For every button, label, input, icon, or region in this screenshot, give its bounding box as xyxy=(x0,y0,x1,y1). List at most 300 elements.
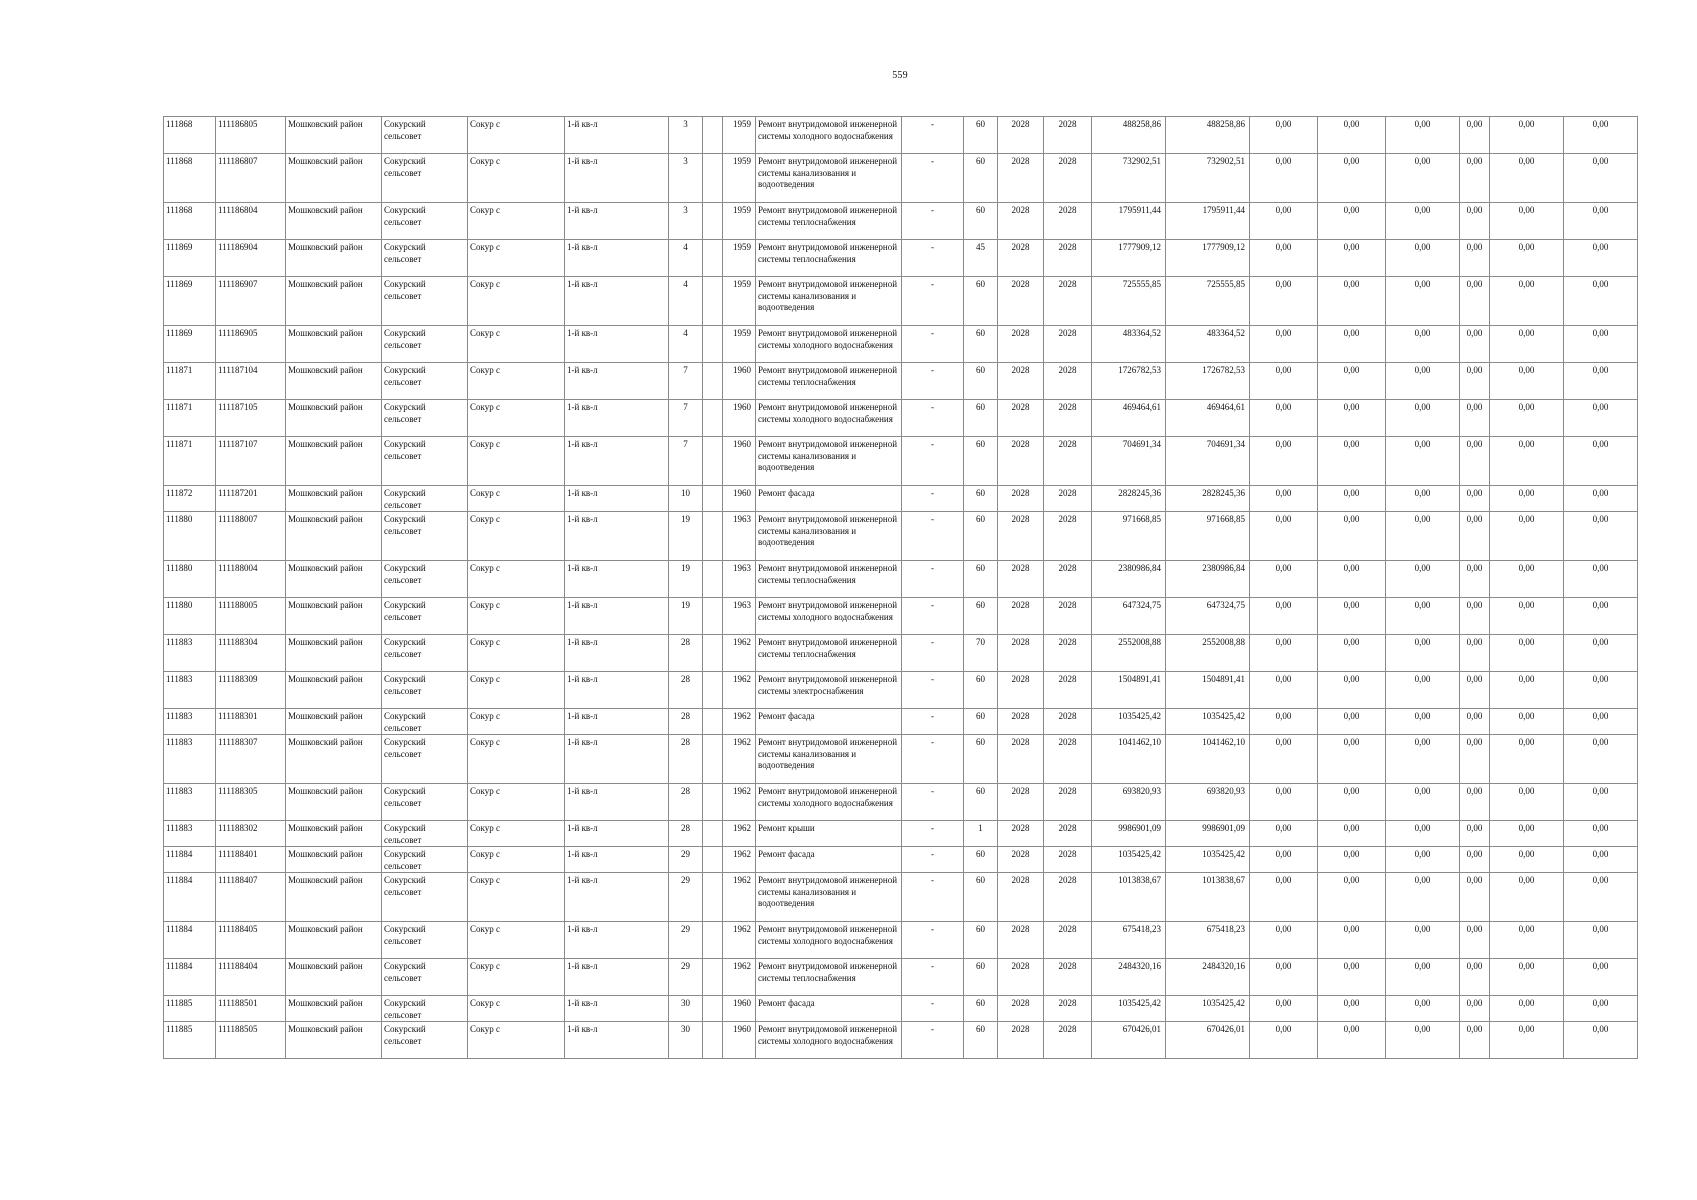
table-cell: 2028 xyxy=(1044,922,1092,959)
table-cell: Мошковский район xyxy=(286,959,382,996)
table-cell: 0,00 xyxy=(1564,672,1638,709)
table-cell: 60 xyxy=(964,709,998,735)
table-cell: 1504891,41 xyxy=(1166,672,1250,709)
table-cell: 0,00 xyxy=(1564,959,1638,996)
table-cell: 60 xyxy=(964,117,998,154)
table-cell: Сокурский сельсовет xyxy=(382,996,468,1022)
table-cell: 1962 xyxy=(723,922,756,959)
table-cell: 0,00 xyxy=(1386,561,1460,598)
table-cell: Ремонт внутридомовой инженерной системы холодного водоснабжения xyxy=(756,400,902,437)
table-cell: 0,00 xyxy=(1250,437,1318,486)
table-cell: - xyxy=(902,240,964,277)
table-row xyxy=(164,821,1638,847)
table-cell: 0,00 xyxy=(1564,922,1638,959)
table-cell: 0,00 xyxy=(1564,996,1638,1022)
table-cell: Мошковский район xyxy=(286,203,382,240)
table-cell: 2028 xyxy=(1044,821,1092,847)
table-cell: 1-й кв-л xyxy=(565,847,669,873)
table-cell: Сокур с xyxy=(468,922,565,959)
table-cell: 0,00 xyxy=(1460,154,1490,203)
table-cell: 2028 xyxy=(998,363,1044,400)
table-cell: 0,00 xyxy=(1564,598,1638,635)
table-cell: 2028 xyxy=(1044,203,1092,240)
table-cell: 0,00 xyxy=(1386,735,1460,784)
table-cell: Сокур с xyxy=(468,959,565,996)
table-cell: 1041462,10 xyxy=(1092,735,1166,784)
table-cell: 111188004 xyxy=(216,561,286,598)
table-cell: 9986901,09 xyxy=(1166,821,1250,847)
table-row xyxy=(164,117,1638,154)
table-cell: 111188405 xyxy=(216,922,286,959)
table-cell: 28 xyxy=(669,709,703,735)
table-cell: 2028 xyxy=(1044,400,1092,437)
table-cell: 60 xyxy=(964,203,998,240)
table-cell: 111188301 xyxy=(216,709,286,735)
table-cell: 1-й кв-л xyxy=(565,240,669,277)
table-cell xyxy=(703,873,723,922)
table-cell: Сокурский сельсовет xyxy=(382,821,468,847)
table-cell: 0,00 xyxy=(1460,277,1490,326)
table-cell: 2028 xyxy=(998,437,1044,486)
table-row xyxy=(164,996,1638,1022)
table-cell: 732902,51 xyxy=(1166,154,1250,203)
table-cell: 0,00 xyxy=(1318,922,1386,959)
table-cell: 2028 xyxy=(998,512,1044,561)
table-cell: 0,00 xyxy=(1318,996,1386,1022)
table-cell: Сокур с xyxy=(468,672,565,709)
table-cell: Ремонт внутридомовой инженерной системы электроснабжения xyxy=(756,672,902,709)
table-cell: 0,00 xyxy=(1250,635,1318,672)
table-cell: 1963 xyxy=(723,512,756,561)
table-cell: Мошковский район xyxy=(286,598,382,635)
table-row xyxy=(164,672,1638,709)
table-cell: 0,00 xyxy=(1564,847,1638,873)
table-cell: 0,00 xyxy=(1386,400,1460,437)
table-cell: 111188309 xyxy=(216,672,286,709)
table-cell: Ремонт внутридомовой инженерной системы канализования и водоотведения xyxy=(756,154,902,203)
table-cell: 0,00 xyxy=(1564,512,1638,561)
table-cell: 0,00 xyxy=(1386,598,1460,635)
table-cell: 2028 xyxy=(998,486,1044,512)
table-cell: 0,00 xyxy=(1564,437,1638,486)
table-cell: 0,00 xyxy=(1490,959,1564,996)
table-cell: Ремонт внутридомовой инженерной системы теплоснабжения xyxy=(756,240,902,277)
table-cell: Ремонт внутридомовой инженерной системы канализования и водоотведения xyxy=(756,735,902,784)
table-cell: 1960 xyxy=(723,363,756,400)
table-cell: Сокурский сельсовет xyxy=(382,437,468,486)
table-cell: Сокурский сельсовет xyxy=(382,635,468,672)
table-cell: 0,00 xyxy=(1386,240,1460,277)
table-cell: 0,00 xyxy=(1386,363,1460,400)
table-cell: 1-й кв-л xyxy=(565,922,669,959)
table-cell: 111188307 xyxy=(216,735,286,784)
table-cell: 2028 xyxy=(998,847,1044,873)
table-cell: 60 xyxy=(964,672,998,709)
table-cell: 111883 xyxy=(164,735,216,784)
table-cell: 111883 xyxy=(164,672,216,709)
table-cell: Мошковский район xyxy=(286,784,382,821)
table-cell: 1959 xyxy=(723,203,756,240)
table-cell: 60 xyxy=(964,598,998,635)
table-cell: Сокурский сельсовет xyxy=(382,400,468,437)
table-cell: 2380986,84 xyxy=(1166,561,1250,598)
table-cell: 60 xyxy=(964,873,998,922)
table-cell: 9986901,09 xyxy=(1092,821,1166,847)
table-cell: Сокур с xyxy=(468,996,565,1022)
table-cell: 111880 xyxy=(164,512,216,561)
table-cell: 0,00 xyxy=(1564,735,1638,784)
table-cell: Сокур с xyxy=(468,203,565,240)
table-cell: Ремонт внутридомовой инженерной системы холодного водоснабжения xyxy=(756,326,902,363)
table-cell: 0,00 xyxy=(1386,784,1460,821)
table-cell: 1960 xyxy=(723,1022,756,1059)
table-cell: 0,00 xyxy=(1490,240,1564,277)
table-cell: 0,00 xyxy=(1318,486,1386,512)
table-cell: Ремонт фасада xyxy=(756,996,902,1022)
table-cell: 0,00 xyxy=(1490,486,1564,512)
table-cell: 725555,85 xyxy=(1092,277,1166,326)
table-cell: 1035425,42 xyxy=(1092,709,1166,735)
table-cell: 0,00 xyxy=(1460,821,1490,847)
table-cell: Сокур с xyxy=(468,635,565,672)
table-cell: - xyxy=(902,672,964,709)
table-cell: 111187201 xyxy=(216,486,286,512)
table-cell: 0,00 xyxy=(1250,240,1318,277)
table-cell: 2028 xyxy=(1044,635,1092,672)
table-cell: 111885 xyxy=(164,996,216,1022)
table-cell: 0,00 xyxy=(1460,326,1490,363)
table-cell: 111880 xyxy=(164,598,216,635)
table-cell: 2028 xyxy=(1044,437,1092,486)
table-cell: 2028 xyxy=(1044,561,1092,598)
table-cell: 0,00 xyxy=(1460,672,1490,709)
table-cell: - xyxy=(902,635,964,672)
table-cell: 0,00 xyxy=(1250,821,1318,847)
table-cell: Мошковский район xyxy=(286,672,382,709)
table-cell: 1-й кв-л xyxy=(565,400,669,437)
table-cell: Сокурский сельсовет xyxy=(382,784,468,821)
table-cell: Сокурский сельсовет xyxy=(382,203,468,240)
table-row xyxy=(164,437,1638,486)
table-cell: Сокур с xyxy=(468,1022,565,1059)
table-cell xyxy=(703,203,723,240)
table-cell: 111883 xyxy=(164,635,216,672)
table-cell: 1726782,53 xyxy=(1092,363,1166,400)
table-cell: 0,00 xyxy=(1318,326,1386,363)
table-cell: 30 xyxy=(669,1022,703,1059)
table-cell: 60 xyxy=(964,1022,998,1059)
table-cell: 1035425,42 xyxy=(1166,709,1250,735)
table-cell: Сокур с xyxy=(468,512,565,561)
table-cell: 2028 xyxy=(998,635,1044,672)
table-cell: 732902,51 xyxy=(1092,154,1166,203)
table-cell: 0,00 xyxy=(1386,922,1460,959)
table-cell: 2028 xyxy=(1044,709,1092,735)
table-cell: 0,00 xyxy=(1318,203,1386,240)
table-cell: 1960 xyxy=(723,486,756,512)
table-cell: 2028 xyxy=(998,561,1044,598)
table-cell: 1041462,10 xyxy=(1166,735,1250,784)
table-cell: 0,00 xyxy=(1250,203,1318,240)
table-cell: 0,00 xyxy=(1250,709,1318,735)
table-cell: 0,00 xyxy=(1386,959,1460,996)
table-cell: 60 xyxy=(964,363,998,400)
table-cell: 2828245,36 xyxy=(1166,486,1250,512)
table-cell: Сокурский сельсовет xyxy=(382,561,468,598)
table-cell xyxy=(703,709,723,735)
table-cell: 2028 xyxy=(1044,996,1092,1022)
table-cell: 60 xyxy=(964,735,998,784)
table-cell: Сокур с xyxy=(468,437,565,486)
table-cell xyxy=(703,363,723,400)
table-row xyxy=(164,240,1638,277)
table-cell: 0,00 xyxy=(1460,561,1490,598)
table-cell: 0,00 xyxy=(1490,635,1564,672)
table-cell: - xyxy=(902,561,964,598)
table-cell: 1959 xyxy=(723,117,756,154)
table-cell: 1-й кв-л xyxy=(565,959,669,996)
table-cell: 0,00 xyxy=(1386,847,1460,873)
table-cell: 2028 xyxy=(998,277,1044,326)
table-cell: 0,00 xyxy=(1490,672,1564,709)
table-cell: 111884 xyxy=(164,922,216,959)
table-cell xyxy=(703,326,723,363)
table-cell: Мошковский район xyxy=(286,326,382,363)
table-cell xyxy=(703,959,723,996)
table-cell xyxy=(703,784,723,821)
table-cell: 0,00 xyxy=(1318,512,1386,561)
table-cell: 60 xyxy=(964,326,998,363)
table-cell: 1035425,42 xyxy=(1166,847,1250,873)
table-cell: 111188302 xyxy=(216,821,286,847)
table-cell: Ремонт фасада xyxy=(756,709,902,735)
table-row xyxy=(164,561,1638,598)
table-cell: 0,00 xyxy=(1460,437,1490,486)
table-cell: 0,00 xyxy=(1318,363,1386,400)
table-cell: Мошковский район xyxy=(286,735,382,784)
table-cell: - xyxy=(902,709,964,735)
table-cell: Сокурский сельсовет xyxy=(382,240,468,277)
table-cell: 0,00 xyxy=(1250,326,1318,363)
table-cell: Мошковский район xyxy=(286,154,382,203)
table-cell: 10 xyxy=(669,486,703,512)
table-cell: 0,00 xyxy=(1490,154,1564,203)
table-cell: 2028 xyxy=(1044,735,1092,784)
table-cell xyxy=(703,240,723,277)
table-cell: 1963 xyxy=(723,598,756,635)
table-cell: 0,00 xyxy=(1250,277,1318,326)
table-cell: 0,00 xyxy=(1490,873,1564,922)
table-row xyxy=(164,277,1638,326)
table-cell: - xyxy=(902,203,964,240)
table-cell: 2552008,88 xyxy=(1092,635,1166,672)
table-cell: 1-й кв-л xyxy=(565,709,669,735)
table-cell: 3 xyxy=(669,154,703,203)
table-cell: Мошковский район xyxy=(286,363,382,400)
table-row xyxy=(164,922,1638,959)
table-cell: 0,00 xyxy=(1386,486,1460,512)
table-cell: 0,00 xyxy=(1318,821,1386,847)
table-cell: Сокурский сельсовет xyxy=(382,735,468,784)
table-cell: - xyxy=(902,326,964,363)
table-cell: 704691,34 xyxy=(1092,437,1166,486)
table-cell: 1013838,67 xyxy=(1166,873,1250,922)
table-row xyxy=(164,635,1638,672)
table-cell: 0,00 xyxy=(1564,784,1638,821)
table-cell: 2552008,88 xyxy=(1166,635,1250,672)
table-cell: Сокурский сельсовет xyxy=(382,117,468,154)
table-cell: 1-й кв-л xyxy=(565,117,669,154)
table-cell: 675418,23 xyxy=(1092,922,1166,959)
table-cell: Мошковский район xyxy=(286,1022,382,1059)
table-cell: 111872 xyxy=(164,486,216,512)
table-cell: 28 xyxy=(669,635,703,672)
page-number: 559 xyxy=(892,70,908,81)
table-cell: 0,00 xyxy=(1564,277,1638,326)
table-cell: 4 xyxy=(669,326,703,363)
table-cell xyxy=(703,922,723,959)
table-cell: - xyxy=(902,512,964,561)
table-cell: 1960 xyxy=(723,996,756,1022)
table-cell: 111884 xyxy=(164,847,216,873)
table-cell: 0,00 xyxy=(1564,709,1638,735)
table-cell: 60 xyxy=(964,959,998,996)
table-cell: 0,00 xyxy=(1490,1022,1564,1059)
table-cell xyxy=(703,277,723,326)
table-cell: 4 xyxy=(669,277,703,326)
table-cell: 693820,93 xyxy=(1092,784,1166,821)
table-cell: 0,00 xyxy=(1318,561,1386,598)
table-cell: 2028 xyxy=(998,154,1044,203)
table-cell: - xyxy=(902,735,964,784)
table-cell: 111871 xyxy=(164,400,216,437)
table-cell: 111883 xyxy=(164,709,216,735)
table-cell: 0,00 xyxy=(1250,735,1318,784)
table-cell: 0,00 xyxy=(1250,959,1318,996)
table-cell: 488258,86 xyxy=(1166,117,1250,154)
table-cell: 111187105 xyxy=(216,400,286,437)
table-cell: 0,00 xyxy=(1250,561,1318,598)
table-cell: Мошковский район xyxy=(286,996,382,1022)
table-cell: - xyxy=(902,400,964,437)
table-cell: 1013838,67 xyxy=(1092,873,1166,922)
table-row xyxy=(164,400,1638,437)
table-cell: 0,00 xyxy=(1318,277,1386,326)
table-cell: 0,00 xyxy=(1460,117,1490,154)
table-cell: 0,00 xyxy=(1460,959,1490,996)
table-cell: 0,00 xyxy=(1318,1022,1386,1059)
table-cell xyxy=(703,996,723,1022)
table-cell: 2028 xyxy=(998,735,1044,784)
table-cell: 0,00 xyxy=(1318,400,1386,437)
table-cell: 30 xyxy=(669,996,703,1022)
table-cell: 0,00 xyxy=(1318,709,1386,735)
table-cell: - xyxy=(902,959,964,996)
table-cell: Мошковский район xyxy=(286,847,382,873)
table-row xyxy=(164,873,1638,922)
table-cell: 0,00 xyxy=(1564,117,1638,154)
table-cell: 29 xyxy=(669,847,703,873)
table-cell: 2028 xyxy=(998,959,1044,996)
table-cell: 111188007 xyxy=(216,512,286,561)
table-cell: 111869 xyxy=(164,240,216,277)
table-cell: Сокур с xyxy=(468,486,565,512)
table-cell: Сокур с xyxy=(468,400,565,437)
table-cell: 111868 xyxy=(164,203,216,240)
table-cell: 2028 xyxy=(998,672,1044,709)
table-cell: 1-й кв-л xyxy=(565,873,669,922)
table-cell: 0,00 xyxy=(1490,821,1564,847)
table-cell: 2028 xyxy=(998,709,1044,735)
table-cell: 2028 xyxy=(1044,598,1092,635)
table-cell: 1-й кв-л xyxy=(565,154,669,203)
table-cell: 1959 xyxy=(723,240,756,277)
table-cell: 0,00 xyxy=(1564,1022,1638,1059)
table-cell: 2028 xyxy=(1044,959,1092,996)
table-cell: 60 xyxy=(964,486,998,512)
table-cell: 1-й кв-л xyxy=(565,996,669,1022)
table-cell: 29 xyxy=(669,922,703,959)
table-row xyxy=(164,709,1638,735)
table-cell: 1-й кв-л xyxy=(565,561,669,598)
table-row xyxy=(164,326,1638,363)
table-cell: Сокурский сельсовет xyxy=(382,959,468,996)
table-cell: 0,00 xyxy=(1386,873,1460,922)
table-cell: 2028 xyxy=(998,784,1044,821)
table-cell: Сокур с xyxy=(468,326,565,363)
table-cell: 0,00 xyxy=(1490,512,1564,561)
table-cell xyxy=(703,635,723,672)
table-cell: 28 xyxy=(669,821,703,847)
table-cell: 0,00 xyxy=(1250,154,1318,203)
table-cell: Сокур с xyxy=(468,598,565,635)
table-cell: 0,00 xyxy=(1386,277,1460,326)
table-cell: 111883 xyxy=(164,821,216,847)
table-body xyxy=(164,117,1638,1059)
table-cell: 60 xyxy=(964,847,998,873)
table-cell: 1035425,42 xyxy=(1092,847,1166,873)
table-row xyxy=(164,203,1638,240)
table-cell: - xyxy=(902,996,964,1022)
table-cell: Ремонт фасада xyxy=(756,486,902,512)
table-cell: 60 xyxy=(964,154,998,203)
table-cell: 1962 xyxy=(723,821,756,847)
table-cell: Сокурский сельсовет xyxy=(382,277,468,326)
table-cell: 111186804 xyxy=(216,203,286,240)
table-row xyxy=(164,784,1638,821)
table-cell: 0,00 xyxy=(1460,598,1490,635)
table-cell: 1-й кв-л xyxy=(565,486,669,512)
table-cell: 2028 xyxy=(1044,873,1092,922)
table-cell: 0,00 xyxy=(1460,512,1490,561)
table-cell: 111186905 xyxy=(216,326,286,363)
table-cell: 1962 xyxy=(723,873,756,922)
table-cell: 1959 xyxy=(723,154,756,203)
table-cell: 1962 xyxy=(723,672,756,709)
table-cell: 1959 xyxy=(723,277,756,326)
table-cell: 0,00 xyxy=(1250,512,1318,561)
table-cell: 670426,01 xyxy=(1166,1022,1250,1059)
table-cell: 1962 xyxy=(723,709,756,735)
table-cell: 1-й кв-л xyxy=(565,598,669,635)
table-cell: Мошковский район xyxy=(286,922,382,959)
table-cell: 0,00 xyxy=(1460,1022,1490,1059)
table-cell: 0,00 xyxy=(1318,154,1386,203)
table-cell: 1795911,44 xyxy=(1092,203,1166,240)
table-cell: 1962 xyxy=(723,635,756,672)
table-cell: 111186907 xyxy=(216,277,286,326)
table-cell: 0,00 xyxy=(1564,486,1638,512)
